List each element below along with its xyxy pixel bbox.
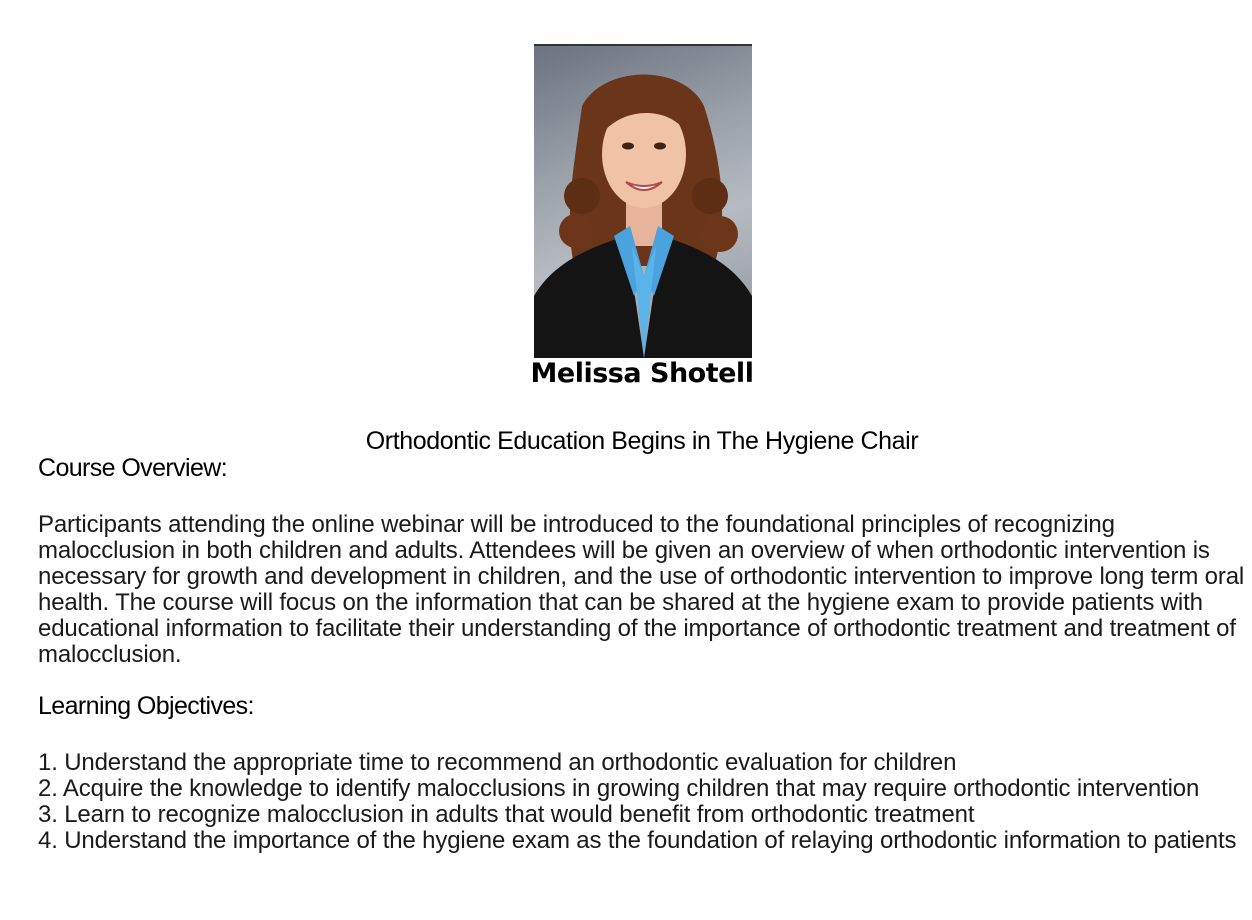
objective-item: 4. Understand the importance of the hygiene exam as the foundation of relaying orthodontic information to patients bbox=[38, 827, 1237, 854]
learning-objectives-list bbox=[38, 750, 1250, 854]
presenter-portrait bbox=[534, 46, 752, 358]
objective-item: 3. Learn to recognize malocclusion in adults that would benefit from orthodontic treatment bbox=[38, 801, 975, 828]
objective-item: 1. Understand the appropriate time to recommend an orthodontic evaluation for children bbox=[38, 749, 957, 776]
course-overview-heading: Course Overview: bbox=[38, 454, 228, 482]
course-overview-text: Participants attending the online webinar will be introduced to the foundational principles of recognizing malocclusion in both children and adults. Attendees will be given an overview of when orthodontic intervention is necessary for growth and development in children, and the use of orthodontic intervention to improve long term oral health. The course will focus on the information that can be shared at the hygiene exam to provide patients with educational information to facilitate their understanding of the importance of orthodontic treatment and treatment of malocclusion. bbox=[38, 511, 1245, 668]
course-title: Orthodontic Education Begins in The Hygiene Chair bbox=[365, 427, 919, 455]
presenter-photo bbox=[534, 44, 752, 358]
objective-item: 2. Acquire the knowledge to identify malocclusions in growing children that may require orthodontic intervention bbox=[38, 775, 1200, 802]
presenter-name: Melissa Shotell bbox=[530, 358, 754, 389]
learning-objectives-heading: Learning Objectives: bbox=[38, 692, 254, 720]
